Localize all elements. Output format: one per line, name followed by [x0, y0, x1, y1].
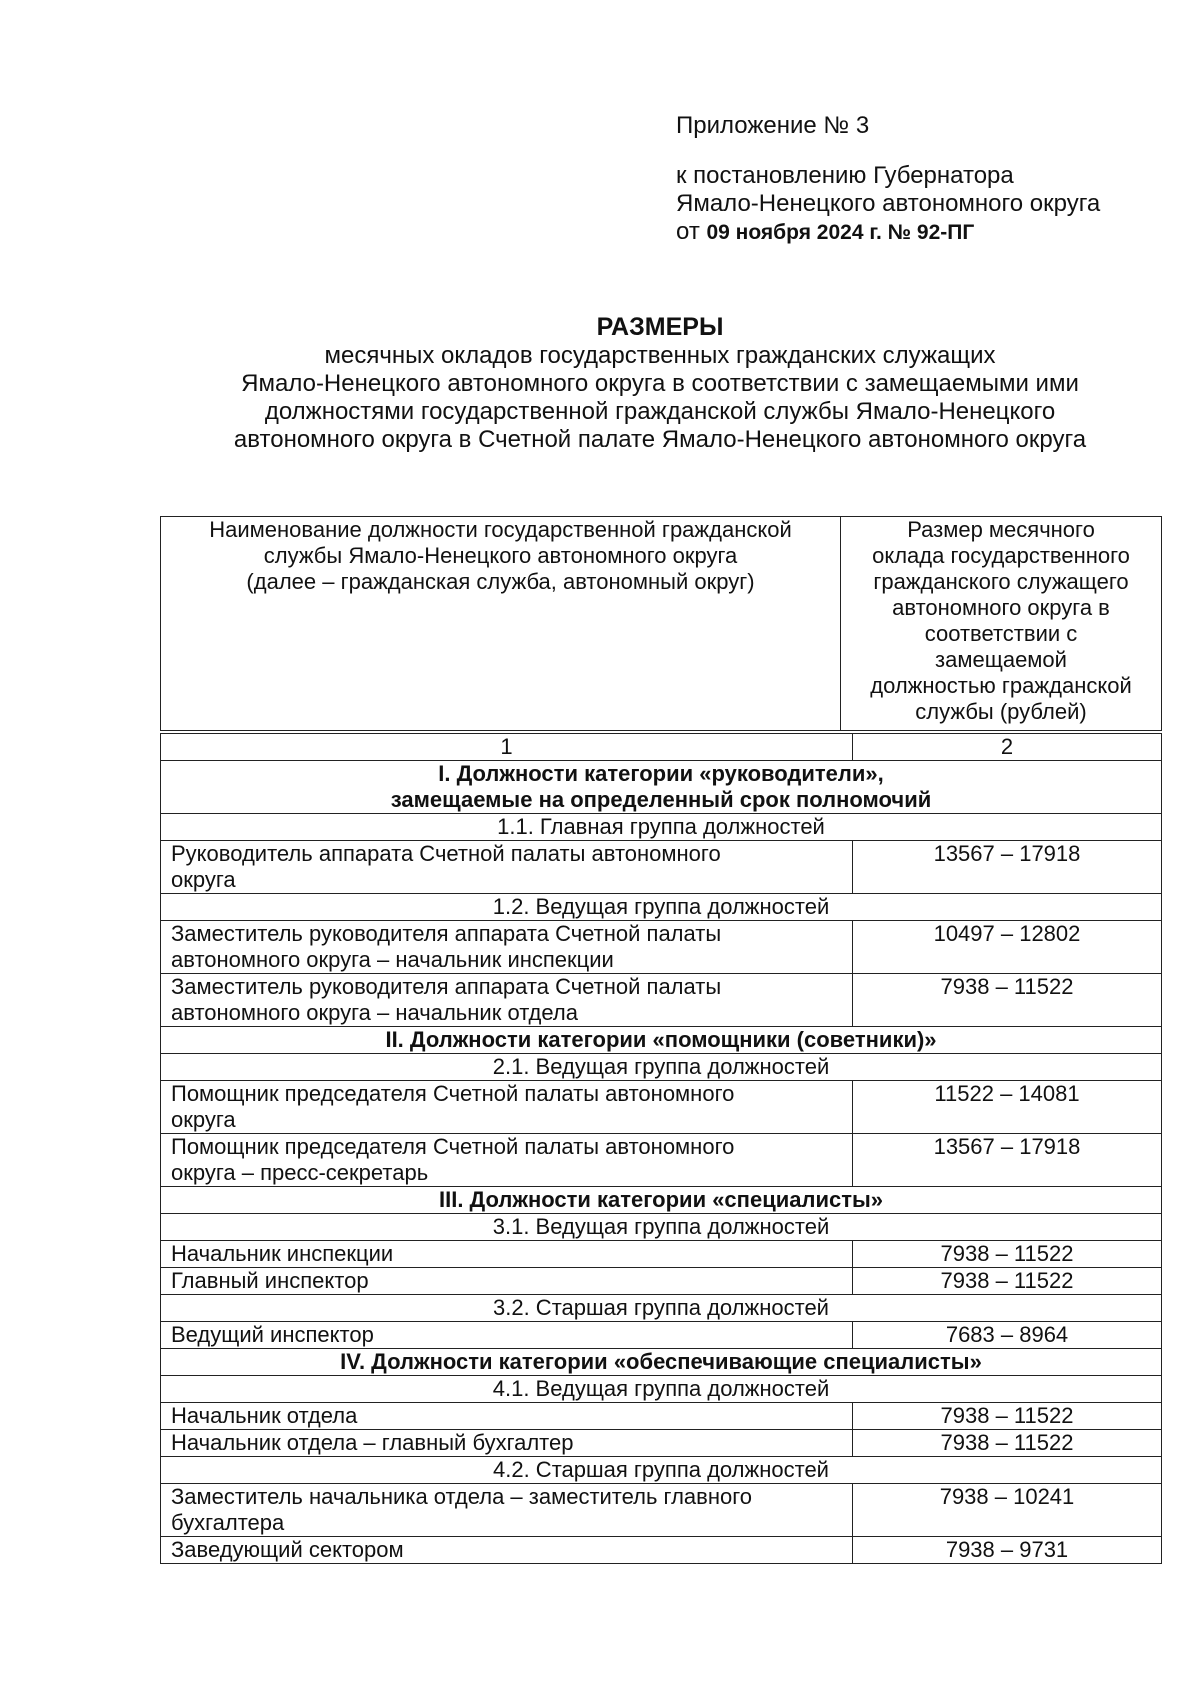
salary-range: 13567 – 17918	[853, 841, 1162, 894]
category-row	[161, 1349, 1162, 1376]
column-number: 2	[853, 734, 1162, 761]
salary-range: 10497 – 12802	[853, 921, 1162, 974]
header-col-2-line: гражданского служащего	[873, 569, 1129, 594]
category-heading-line: IV. Должности категории «обеспечивающие специалисты»	[340, 1349, 982, 1374]
salary-range: 7938 – 11522	[853, 1268, 1162, 1295]
annex-date-prefix: от	[676, 218, 700, 245]
category-heading	[161, 761, 1162, 814]
table-row	[161, 841, 1162, 894]
position-name-line: Начальник инспекции	[171, 1241, 394, 1266]
position-name-line: Заместитель начальника отдела – заместитель главного	[171, 1484, 753, 1509]
position-name	[161, 1241, 853, 1268]
group-heading: 4.1. Ведущая группа должностей	[161, 1376, 1162, 1403]
salary-range: 7938 – 11522	[853, 1430, 1162, 1457]
title-line: должностями государственной гражданской службы Ямало-Ненецкого	[264, 398, 1056, 425]
category-heading	[161, 1027, 1162, 1054]
header-col-2-line: службы (рублей)	[915, 699, 1087, 724]
header-col-2-line: Размер месячного	[907, 517, 1095, 542]
position-name-line: Руководитель аппарата Счетной палаты автономного	[171, 841, 721, 866]
group-heading: 3.1. Ведущая группа должностей	[161, 1214, 1162, 1241]
salary-range: 11522 – 14081	[853, 1081, 1162, 1134]
salary-range: 13567 – 17918	[853, 1134, 1162, 1187]
position-name-line: Заместитель руководителя аппарата Счетной палаты	[171, 974, 722, 999]
category-heading	[161, 1187, 1162, 1214]
position-name-line: округа – пресс-секретарь	[171, 1160, 429, 1185]
position-name	[161, 974, 853, 1027]
category-row	[161, 1187, 1162, 1214]
position-name-line: Заместитель руководителя аппарата Счетной палаты	[171, 921, 722, 946]
group-heading: 1.1. Главная группа должностей	[161, 814, 1162, 841]
title-line: автономного округа в Счетной палате Ямало-Ненецкого автономного округа	[233, 426, 1087, 453]
position-name	[161, 1322, 853, 1349]
table-header	[160, 516, 1162, 731]
category-heading-line: замещаемые на определенный срок полномочий	[390, 787, 932, 812]
position-name-line: автономного округа – начальник инспекции	[171, 947, 614, 972]
header-col-2-line: оклада государственного	[872, 543, 1130, 568]
position-name	[161, 1134, 853, 1187]
position-name-line: округа	[171, 1107, 236, 1132]
position-name-line: Главный инспектор	[171, 1268, 369, 1293]
position-name-line: Заведующий сектором	[171, 1537, 404, 1562]
table-row	[161, 1322, 1162, 1349]
group-row	[161, 894, 1162, 921]
annex-line-1: к постановлению Губернатора	[676, 162, 1014, 189]
header-col-2-line: автономного округа в	[892, 595, 1110, 620]
category-row	[161, 761, 1162, 814]
category-heading-line: I. Должности категории «руководители»,	[438, 761, 884, 786]
group-heading: 4.2. Старшая группа должностей	[161, 1457, 1162, 1484]
document-title	[160, 312, 1160, 454]
table-row	[161, 1484, 1162, 1537]
group-row	[161, 1376, 1162, 1403]
position-name-line: Начальник отдела	[171, 1403, 358, 1428]
salary-table	[160, 733, 1162, 1564]
header-col-1-line: (далее – гражданская служба, автономный округ)	[246, 569, 755, 594]
position-name-line: Помощник председателя Счетной палаты автономного	[171, 1134, 735, 1159]
header-col-2-line: должностью гражданской	[870, 673, 1132, 698]
position-name	[161, 1484, 853, 1537]
title-line: месячных окладов государственных гражданских служащих	[324, 342, 996, 369]
category-row	[161, 1027, 1162, 1054]
title-line: Ямало-Ненецкого автономного округа в соответствии с замещаемыми ими	[241, 370, 1079, 397]
annex-number: Приложение № 3	[676, 112, 870, 139]
group-row	[161, 1457, 1162, 1484]
salary-range: 7938 – 11522	[853, 1403, 1162, 1430]
category-heading	[161, 1349, 1162, 1376]
salary-range: 7938 – 11522	[853, 974, 1162, 1027]
group-row	[161, 1214, 1162, 1241]
annex-date-line	[676, 218, 1100, 247]
group-heading: 2.1. Ведущая группа должностей	[161, 1054, 1162, 1081]
table-row	[161, 1081, 1162, 1134]
position-name	[161, 1430, 853, 1457]
position-name	[161, 1081, 853, 1134]
salary-range: 7938 – 9731	[853, 1537, 1162, 1564]
category-heading-line: II. Должности категории «помощники (советники)»	[385, 1027, 937, 1052]
table-row	[161, 1268, 1162, 1295]
position-name	[161, 841, 853, 894]
header-col-1	[161, 517, 841, 731]
table-row	[161, 1430, 1162, 1457]
position-name-line: Помощник председателя Счетной палаты автономного	[171, 1081, 735, 1106]
position-name	[161, 921, 853, 974]
position-name-line: бухгалтера	[171, 1510, 285, 1535]
table-row	[161, 1241, 1162, 1268]
group-heading: 3.2. Старшая группа должностей	[161, 1295, 1162, 1322]
position-name	[161, 1403, 853, 1430]
position-name	[161, 1537, 853, 1564]
header-col-2	[841, 517, 1162, 731]
group-row	[161, 1054, 1162, 1081]
salary-range: 7683 – 8964	[853, 1322, 1162, 1349]
annex-block	[676, 112, 1100, 247]
table-row	[161, 974, 1162, 1027]
title-heading: РАЗМЕРЫ	[596, 313, 724, 341]
header-col-2-line: замещаемой	[935, 647, 1067, 672]
group-row	[161, 814, 1162, 841]
position-name-line: Начальник отдела – главный бухгалтер	[171, 1430, 574, 1455]
table-row	[161, 1537, 1162, 1564]
group-row	[161, 1295, 1162, 1322]
salary-range: 7938 – 10241	[853, 1484, 1162, 1537]
group-heading: 1.2. Ведущая группа должностей	[161, 894, 1162, 921]
category-heading-line: III. Должности категории «специалисты»	[438, 1187, 884, 1212]
salary-table-body	[161, 734, 1162, 1564]
header-col-1-line: Наименование должности государственной гражданской	[209, 517, 792, 542]
position-name-line: Ведущий инспектор	[171, 1322, 374, 1347]
table-row	[161, 1134, 1162, 1187]
header-col-2-line: соответствии с	[924, 621, 1078, 646]
table-row	[161, 921, 1162, 974]
column-number-row	[161, 734, 1162, 761]
position-name	[161, 1268, 853, 1295]
annex-date-number: 09 ноября 2024 г. № 92-ПГ	[706, 221, 975, 244]
column-number: 1	[161, 734, 853, 761]
salary-range: 7938 – 11522	[853, 1241, 1162, 1268]
header-col-1-line: службы Ямало-Ненецкого автономного округа	[263, 543, 738, 568]
table-row	[161, 1403, 1162, 1430]
annex-line-2: Ямало-Ненецкого автономного округа	[676, 190, 1101, 217]
position-name-line: автономного округа – начальник отдела	[171, 1000, 578, 1025]
position-name-line: округа	[171, 867, 236, 892]
